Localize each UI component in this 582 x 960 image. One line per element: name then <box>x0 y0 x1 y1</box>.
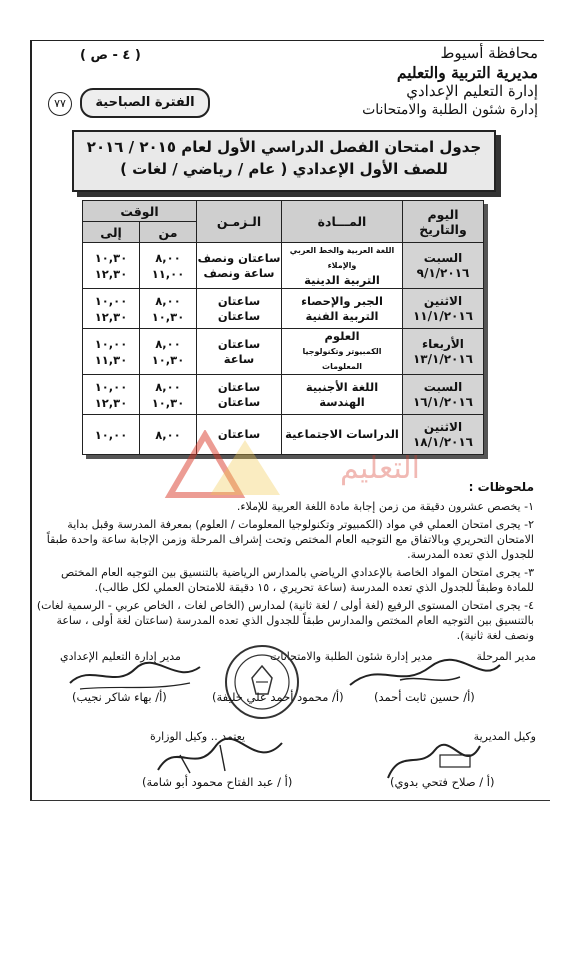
name-bahaa: (أ/ بهاء شاكر نجيب) <box>72 690 167 704</box>
header-from: من <box>140 222 197 243</box>
to-second: ١١,٣٠ <box>94 352 128 367</box>
duration-cell <box>197 329 282 375</box>
from-cell <box>140 289 197 329</box>
governorate-line: محافظة أسيوط <box>440 44 538 62</box>
note-item: ١- يخصص عشرون دقيقة من زمن إجابة مادة اللغة العربية للإملاء. <box>236 500 534 513</box>
table-header-row <box>83 201 484 222</box>
day-date: ١٦/١/٢٠١٦ <box>412 394 474 409</box>
day-cell <box>403 243 484 289</box>
to-first: ١٠,٠٠ <box>94 336 128 351</box>
subject-first: الدراسات الاجتماعية <box>285 427 399 441</box>
page-number-badge: ٧٧ <box>48 92 72 116</box>
to-cell <box>83 375 140 415</box>
to-cell <box>83 329 140 375</box>
day-cell <box>403 289 484 329</box>
subject-second: الكمبيوتر وتكنولوجيا المعلومات <box>302 347 382 371</box>
from-second: ١١,٠٠ <box>151 266 185 281</box>
duration-cell <box>197 289 282 329</box>
duration-second: ساعة <box>223 351 255 366</box>
administration-line: إدارة التعليم الإعدادي <box>406 82 538 100</box>
note-item: ٢- يجرى امتحان العملي في مواد (الكمبيوتر وتكنولوجيا المعلومات / العلوم) بمعرفة المدرسة وقبل بداية الامتحان التحريري وبالاتفاق مع التوجيه العام المختص وتحت إشراف المرحلة وزمن الإجابة ساعة واحدة طبقاً للجدول الذي تعده المدرسة. <box>46 518 534 561</box>
schedule-subtitle: للصف الأول الإعدادي ( عام / رياضي / لغات ) <box>120 160 448 178</box>
from-first: ٨,٠٠ <box>155 427 181 442</box>
to-cell <box>83 289 140 329</box>
reference-code: ( ٤ - ص ) <box>80 48 141 63</box>
from-cell <box>140 329 197 375</box>
to-second: ١٢,٣٠ <box>94 395 128 410</box>
day-date: ١١/١/٢٠١٦ <box>412 308 474 323</box>
name-hussein: (أ/ حسين ثابت أحمد) <box>374 690 475 704</box>
period-badge: الفترة الصباحية <box>80 88 210 118</box>
duration-second: ساعتان <box>217 308 261 323</box>
signature-abdelfattah <box>150 735 290 780</box>
signature-hussein <box>340 655 510 695</box>
from-second: ١٠,٣٠ <box>151 309 185 324</box>
exam-schedule-table <box>82 200 484 455</box>
duration-first: ساعتان <box>217 336 261 351</box>
header-to: إلى <box>83 222 140 243</box>
watermark-text: التعليم <box>340 451 420 486</box>
day-name: الاثنين <box>423 419 463 434</box>
subject-second: الهندسة <box>319 394 365 409</box>
to-second: ١٢,٣٠ <box>94 266 128 281</box>
header-duration: الـزمـن <box>197 201 282 243</box>
duration-first: ساعتان <box>217 293 261 308</box>
directorate-line: مديرية التربية والتعليم <box>396 63 538 82</box>
day-date: ١٣/١/٢٠١٦ <box>412 351 474 366</box>
from-first: ٨,٠٠ <box>155 293 181 308</box>
subject-cell <box>282 375 403 415</box>
header-subject: المـــادة <box>282 201 403 243</box>
government-header <box>298 44 538 120</box>
to-first: ١٠,٠٠ <box>94 427 128 442</box>
sig-title-student-affairs: مدير إدارة شئون الطلبة والامتحانات <box>270 650 433 663</box>
duration-cell <box>197 375 282 415</box>
name-salah: (أ / صلاح فتحي بدوي) <box>390 775 495 789</box>
name-mahmoud: (أ/ محمود أحمد علي خليفة) <box>212 690 344 704</box>
note-item: ٣- يجرى امتحان المواد الخاصة بالإعدادي الرياضي بالمدارس الرياضية بالتنسيق بين التوجيه العام المختص للمادة وطبقاً للجدول الذي تعده المدرسة (ساعة تحريري ، ١٥ دقيقة للامتحان العملي لكل طالب). <box>60 566 534 594</box>
table-row <box>83 329 484 375</box>
to-second: ١٢,٣٠ <box>94 309 128 324</box>
sig-title-stage-manager: مدير المرحلة <box>476 650 536 663</box>
official-stamp <box>222 642 302 722</box>
subject-second: التربية الفنية <box>305 308 379 323</box>
subject-first: اللغة العربية والخط العربي والإملاء <box>289 246 395 270</box>
duration-first: ساعتان ونصف <box>197 250 281 265</box>
subject-first: الجبر والإحصاء <box>301 293 383 308</box>
duration-second: ساعة ونصف <box>203 265 275 280</box>
day-name: الأربعاء <box>422 336 464 351</box>
duration-cell <box>197 243 282 289</box>
sig-title-prep-education: مدير إدارة التعليم الإعدادي <box>60 650 181 663</box>
subject-cell <box>282 329 403 375</box>
day-date: ١٨/١/٢٠١٦ <box>412 434 474 449</box>
name-abdelfattah: (أ / عبد الفتاح محمود أبو شامة) <box>142 775 293 789</box>
day-cell <box>403 375 484 415</box>
table-row <box>83 375 484 415</box>
to-first: ١٠,٠٠ <box>94 379 128 394</box>
duration-first: ساعتان <box>217 427 261 441</box>
header-time: الوقت <box>83 201 197 222</box>
from-second: ١٠,٣٠ <box>151 352 185 367</box>
subject-second: التربية الدينية <box>304 273 380 287</box>
notes-header: ملحوظات : <box>468 480 534 494</box>
sig-title-ministry-deputy: يعتمد .. وكيل الوزارة <box>150 730 246 743</box>
notes-section <box>34 480 534 646</box>
from-second: ١٠,٣٠ <box>151 395 185 410</box>
from-cell <box>140 243 197 289</box>
subject-cell <box>282 243 403 289</box>
subject-first: اللغة الأجنبية <box>305 379 379 394</box>
day-name: السبت <box>423 379 463 394</box>
table-row <box>83 289 484 329</box>
duration-second: ساعتان <box>217 394 261 409</box>
department-line: إدارة شئون الطلبة والامتحانات <box>362 102 538 118</box>
header-day: اليوم والتاريخ <box>403 201 484 243</box>
to-cell <box>83 415 140 455</box>
table-row <box>83 243 484 289</box>
day-cell <box>403 329 484 375</box>
from-cell <box>140 375 197 415</box>
to-cell <box>83 243 140 289</box>
subject-first: العلوم <box>324 329 360 343</box>
from-first: ٨,٠٠ <box>155 250 181 265</box>
schedule-title-box <box>72 130 496 192</box>
day-date: ٩/١/٢٠١٦ <box>416 265 470 280</box>
page-bottom-border <box>30 800 550 801</box>
to-first: ١٠,٠٠ <box>94 293 128 308</box>
schedule-title: جدول امتحان الفصل الدراسي الأول لعام ٢٠١٥ / ٢٠١٦ <box>86 138 482 156</box>
to-first: ١٠,٣٠ <box>94 250 128 265</box>
signature-bahaa <box>60 655 210 695</box>
day-name: السبت <box>423 250 463 265</box>
from-first: ٨,٠٠ <box>155 379 181 394</box>
day-name: الاثنين <box>423 293 463 308</box>
subject-cell <box>282 289 403 329</box>
duration-first: ساعتان <box>217 379 261 394</box>
note-item: ٤- يجرى امتحان المستوى الرفيع (لغة أولى / لغة ثانية) لمدارس (الخاص لغات ، الخاص عربي - الرسمية لغات) بالتنسيق بين التوجيه العام المختص والمدارس طبقاً للجدول الذي تعده المدرسة (ساعتان لغة أولى ، ساعة ونصف لغة ثانية). <box>36 599 534 642</box>
from-first: ٨,٠٠ <box>155 336 181 351</box>
sig-title-directorate-deputy: وكيل المديرية <box>473 730 536 743</box>
